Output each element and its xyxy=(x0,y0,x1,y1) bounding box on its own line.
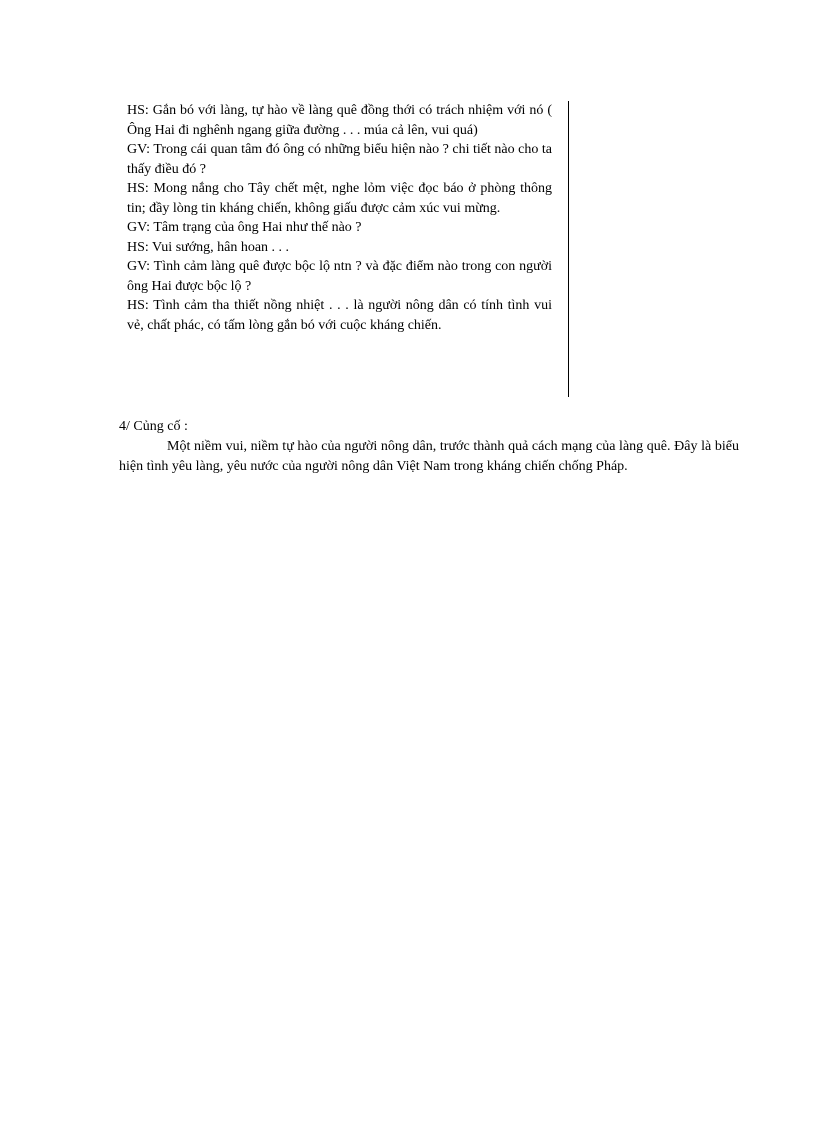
dialog-line-hs-1: HS: Gắn bó với làng, tự hào về làng quê đồng thới có trách nhiệm với nó ( Ông Hai đi nghênh ngang giữa đường . . . múa cả lên, vui quá) xyxy=(127,103,552,138)
consolidation-section xyxy=(119,417,739,477)
dialog-line-gv-1: GV: Trong cái quan tâm đó ông có những biểu hiện nào ? chi tiết nào cho ta thấy điều đó ? xyxy=(127,142,552,177)
dialog-text xyxy=(127,101,552,335)
section-heading: 4/ Củng cố : xyxy=(119,419,188,434)
dialog-line-hs-3: HS: Vui sướng, hân hoan . . . xyxy=(127,239,290,255)
dialog-line-gv-2: GV: Tâm trạng của ông Hai như thế nào ? xyxy=(127,220,362,235)
section-paragraph: Một niềm vui, niềm tự hào của người nông dân, trước thành quả cách mạng của làng quê. Đây là biểu hiện tình yêu làng, yêu nước của người nông dân Việt Nam trong kháng chiến chống Pháp. xyxy=(119,439,739,474)
dialog-line-hs-2: HS: Mong nắng cho Tây chết mệt, nghe lỏm việc đọc báo ở phòng thông tin; đầy lòng tin kháng chiến, không giấu được cảm xúc vui mừng. xyxy=(127,181,552,216)
dialog-line-hs-4: HS: Tình cảm tha thiết nồng nhiệt . . . là người nông dân có tính tình vui vẻ, chất phác, có tấm lòng gắn bó với cuộc kháng chiến. xyxy=(127,298,552,333)
dialog-line-gv-3: GV: Tình cảm làng quê được bộc lộ ntn ? và đặc điểm nào trong con người ông Hai được bộc lộ ? xyxy=(127,259,552,294)
vertical-divider xyxy=(568,101,569,397)
dialog-block xyxy=(127,101,570,397)
